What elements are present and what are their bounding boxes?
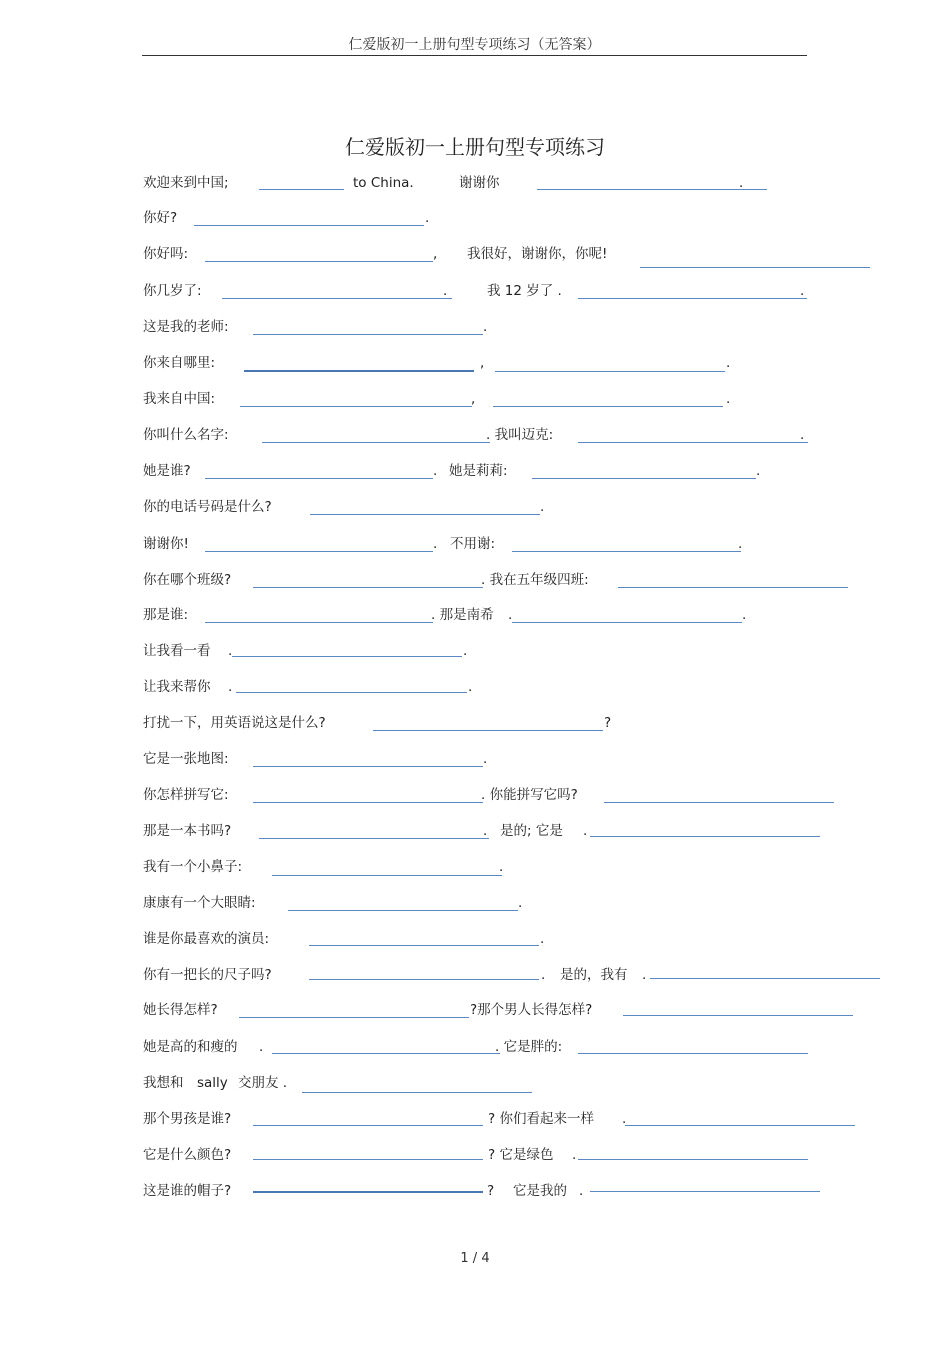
prompt-text: to China. bbox=[353, 175, 414, 191]
prompt: 你有一把长的尺子吗? bbox=[143, 967, 272, 983]
answer-blank[interactable] bbox=[205, 478, 433, 479]
prompt: 让我来帮你 bbox=[143, 679, 211, 695]
answer-blank[interactable] bbox=[578, 298, 807, 299]
prompt: 是的; 它是 bbox=[500, 823, 563, 839]
answer-blank[interactable] bbox=[578, 1053, 808, 1054]
answer-blank[interactable] bbox=[194, 225, 424, 226]
punct: . bbox=[726, 391, 731, 407]
answer-blank[interactable] bbox=[205, 261, 433, 262]
prompt: 她是莉莉: bbox=[449, 463, 508, 479]
answer-blank[interactable] bbox=[623, 1015, 853, 1016]
prompt: . 你能拼写它吗? bbox=[481, 787, 578, 803]
answer-blank[interactable] bbox=[604, 802, 834, 803]
punct: . bbox=[756, 463, 761, 479]
prompt: 是的，我有 bbox=[560, 967, 628, 983]
punct: . bbox=[800, 427, 805, 443]
prompt: 你好吗: bbox=[143, 246, 189, 262]
answer-blank[interactable] bbox=[537, 189, 767, 190]
punct: . bbox=[499, 859, 504, 875]
punct: . bbox=[483, 751, 488, 767]
answer-blank[interactable] bbox=[578, 1159, 808, 1160]
prompt: 你好? bbox=[143, 210, 178, 226]
prompt: . 我在五年级四班: bbox=[481, 572, 589, 588]
prompt: 这是谁的帽子? bbox=[143, 1183, 232, 1199]
prompt: 你几岁了: bbox=[143, 283, 202, 299]
prompt: 我有一个小鼻子: bbox=[143, 859, 243, 875]
punct: . bbox=[742, 607, 747, 623]
punct: . bbox=[540, 931, 545, 947]
punct: , bbox=[433, 246, 438, 262]
answer-blank[interactable] bbox=[493, 406, 723, 407]
prompt: 那是谁: bbox=[143, 607, 189, 623]
punct: , bbox=[471, 391, 476, 407]
prompt: 她是谁? bbox=[143, 463, 191, 479]
answer-blank[interactable] bbox=[512, 551, 741, 552]
answer-blank[interactable] bbox=[618, 587, 848, 588]
punct: . bbox=[726, 355, 731, 371]
prompt-text: sally bbox=[197, 1075, 228, 1091]
prompt: 欢迎来到中国; bbox=[143, 175, 229, 191]
prompt: 她是高的和瘦的 bbox=[143, 1039, 238, 1055]
punct: . bbox=[739, 175, 744, 191]
answer-blank[interactable] bbox=[590, 1191, 820, 1192]
answer-blank[interactable] bbox=[253, 766, 483, 767]
answer-blank[interactable] bbox=[205, 551, 433, 552]
document-title: 仁爱版初一上册句型专项练习 bbox=[345, 135, 605, 159]
answer-blank[interactable] bbox=[625, 1125, 855, 1126]
prompt: ?那个男人长得怎样? bbox=[470, 1002, 593, 1018]
answer-blank[interactable] bbox=[259, 189, 344, 190]
answer-blank[interactable] bbox=[310, 514, 540, 515]
punct: , bbox=[480, 355, 485, 371]
answer-blank[interactable] bbox=[309, 945, 539, 946]
answer-blank[interactable] bbox=[262, 442, 490, 443]
punct: . bbox=[228, 679, 233, 695]
punct: . bbox=[259, 1039, 264, 1055]
prompt: 她长得怎样? bbox=[143, 1002, 218, 1018]
prompt: 那个男孩是谁? bbox=[143, 1111, 232, 1127]
answer-blank[interactable] bbox=[253, 802, 483, 803]
prompt: 我来自中国: bbox=[143, 391, 216, 407]
prompt: 谢谢你! bbox=[143, 536, 189, 552]
prompt: 我想和 bbox=[143, 1075, 184, 1091]
page-number: 1 / 4 bbox=[460, 1251, 490, 1266]
punct: . bbox=[622, 1111, 627, 1127]
prompt: 谢谢你 bbox=[459, 175, 500, 191]
answer-blank[interactable] bbox=[205, 622, 433, 623]
punct: . bbox=[228, 643, 233, 659]
punct: . bbox=[572, 1147, 577, 1163]
prompt: . 它是胖的: bbox=[495, 1039, 563, 1055]
answer-blank[interactable] bbox=[590, 836, 820, 837]
answer-blank[interactable] bbox=[640, 267, 870, 268]
answer-blank[interactable] bbox=[272, 875, 502, 876]
punct: . bbox=[443, 283, 448, 299]
answer-blank[interactable] bbox=[495, 371, 725, 372]
prompt: 康康有一个大眼睛: bbox=[143, 895, 256, 911]
prompt: 我很好，谢谢你，你呢! bbox=[467, 246, 608, 262]
prompt: 你怎样拼写它: bbox=[143, 787, 229, 803]
answer-blank[interactable] bbox=[253, 1191, 483, 1193]
answer-blank[interactable] bbox=[236, 692, 467, 693]
punct: . bbox=[463, 643, 468, 659]
prompt: 那是一本书吗? bbox=[143, 823, 232, 839]
answer-blank[interactable] bbox=[253, 1159, 483, 1160]
answer-blank[interactable] bbox=[239, 1017, 469, 1018]
answer-blank[interactable] bbox=[259, 838, 489, 839]
prompt: 谁是你最喜欢的演员: bbox=[143, 931, 270, 947]
prompt: 我 12 岁了 . bbox=[487, 283, 562, 299]
answer-blank[interactable] bbox=[309, 979, 539, 980]
punct: . bbox=[642, 967, 647, 983]
prompt: 你叫什么名字: bbox=[143, 427, 229, 443]
answer-blank[interactable] bbox=[253, 1125, 483, 1126]
answer-blank[interactable] bbox=[272, 1053, 500, 1054]
answer-blank[interactable] bbox=[232, 656, 462, 657]
prompt: 它是一张地图: bbox=[143, 751, 229, 767]
punct: . bbox=[579, 1183, 584, 1199]
prompt: 你来自哪里: bbox=[143, 355, 216, 371]
prompt: 打扰一下，用英语说这是什么? bbox=[143, 715, 326, 731]
prompt: ? 它是绿色 bbox=[488, 1147, 554, 1163]
punct: . bbox=[738, 536, 743, 552]
answer-blank[interactable] bbox=[578, 442, 808, 443]
prompt: 它是什么颜色? bbox=[143, 1147, 232, 1163]
punct: . bbox=[800, 283, 805, 299]
punct: . bbox=[483, 319, 488, 335]
prompt: 这是我的老师: bbox=[143, 319, 229, 335]
punct: . bbox=[508, 607, 513, 623]
punct: . bbox=[541, 967, 546, 983]
punct: ? bbox=[487, 1183, 495, 1199]
prompt: 你在哪个班级? bbox=[143, 572, 232, 588]
answer-blank[interactable] bbox=[650, 978, 880, 979]
prompt: ? 你们看起来一样 bbox=[488, 1111, 594, 1127]
prompt: 你的电话号码是什么? bbox=[143, 499, 272, 515]
answer-blank[interactable] bbox=[373, 730, 603, 731]
punct: . bbox=[468, 679, 473, 695]
punct: . bbox=[518, 895, 523, 911]
punct: . bbox=[433, 463, 438, 479]
answer-blank[interactable] bbox=[532, 478, 756, 479]
punct: ? bbox=[604, 715, 612, 731]
prompt: . 那是南希 bbox=[431, 607, 494, 623]
prompt: 让我看一看 bbox=[143, 643, 211, 659]
prompt: 不用谢: bbox=[450, 536, 496, 552]
answer-blank[interactable] bbox=[222, 298, 452, 299]
prompt: 它是我的 bbox=[513, 1183, 567, 1199]
answer-blank[interactable] bbox=[253, 334, 483, 335]
answer-blank[interactable] bbox=[240, 406, 472, 407]
punct: . bbox=[583, 823, 588, 839]
running-header: 仁爱版初一上册句型专项练习（无答案） bbox=[348, 37, 601, 53]
punct: . bbox=[425, 210, 430, 226]
prompt: . 我叫迈克: bbox=[486, 427, 554, 443]
answer-blank[interactable] bbox=[288, 910, 518, 911]
punct: . bbox=[483, 823, 488, 839]
punct: . bbox=[433, 536, 438, 552]
answer-blank[interactable] bbox=[302, 1092, 532, 1093]
answer-blank[interactable] bbox=[512, 622, 742, 623]
punct: . bbox=[540, 499, 545, 515]
answer-blank[interactable] bbox=[253, 587, 483, 588]
answer-blank[interactable] bbox=[244, 370, 474, 372]
prompt: 交朋友 . bbox=[238, 1075, 288, 1091]
